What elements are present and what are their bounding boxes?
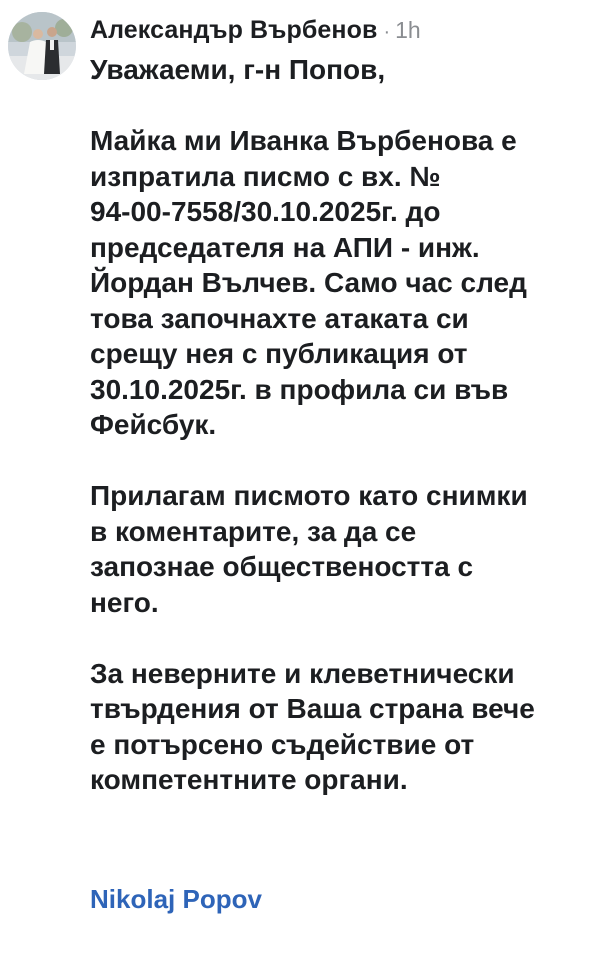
paragraph-gap — [90, 88, 600, 124]
paragraph-gap — [90, 620, 600, 656]
avatar-photo-icon — [8, 12, 76, 80]
comment-line: запознае обществеността с — [90, 551, 474, 582]
comment-line: това започнахте атаката си — [90, 302, 469, 334]
comment-paragraph-2 — [90, 123, 600, 443]
comment-paragraph-3 — [90, 478, 600, 620]
mention-link[interactable]: Nikolaj Popov — [90, 884, 262, 914]
comment-line: е потърсено съдействие от — [90, 728, 475, 760]
comment-header — [90, 16, 421, 50]
comment-line: 30.10.2025г. в профила си във — [90, 373, 509, 405]
comment-line: Майка ми Иванка Върбенова е — [90, 125, 517, 156]
comment-line: председателя на АПИ - инж. — [90, 231, 480, 263]
comment-line: него. — [90, 586, 159, 618]
comment-body — [90, 52, 600, 798]
comment-line: срещу нея с публикация от — [90, 338, 468, 369]
paragraph-gap — [90, 443, 600, 479]
author-avatar[interactable] — [8, 12, 76, 80]
comment-paragraph-1 — [90, 52, 600, 88]
separator-dot: · — [383, 21, 391, 43]
author-name[interactable]: Александър Върбенов — [90, 16, 378, 44]
comment-line: 94-00-7558/30.10.2025г. до — [90, 196, 441, 227]
comment-line: в коментарите, за да се — [90, 515, 417, 547]
comment-line: компетентните органи. — [90, 764, 408, 795]
comment-line: Йордан Вълчев. Само час след — [90, 267, 527, 298]
comment-timestamp[interactable]: 1h — [395, 17, 421, 43]
comment-line: твърдения от Ваша страна вече — [90, 693, 535, 724]
comment-line: За неверните и клеветнически — [90, 657, 515, 689]
comment-paragraph-4 — [90, 656, 600, 798]
comment-line: Фейсбук. — [90, 409, 217, 440]
comment-line: Прилагам писмото като снимки — [90, 480, 528, 511]
comment-line: изпратила писмо с вх. № — [90, 160, 441, 192]
comment-line: Уважаеми, г-н Попов, — [90, 54, 386, 85]
